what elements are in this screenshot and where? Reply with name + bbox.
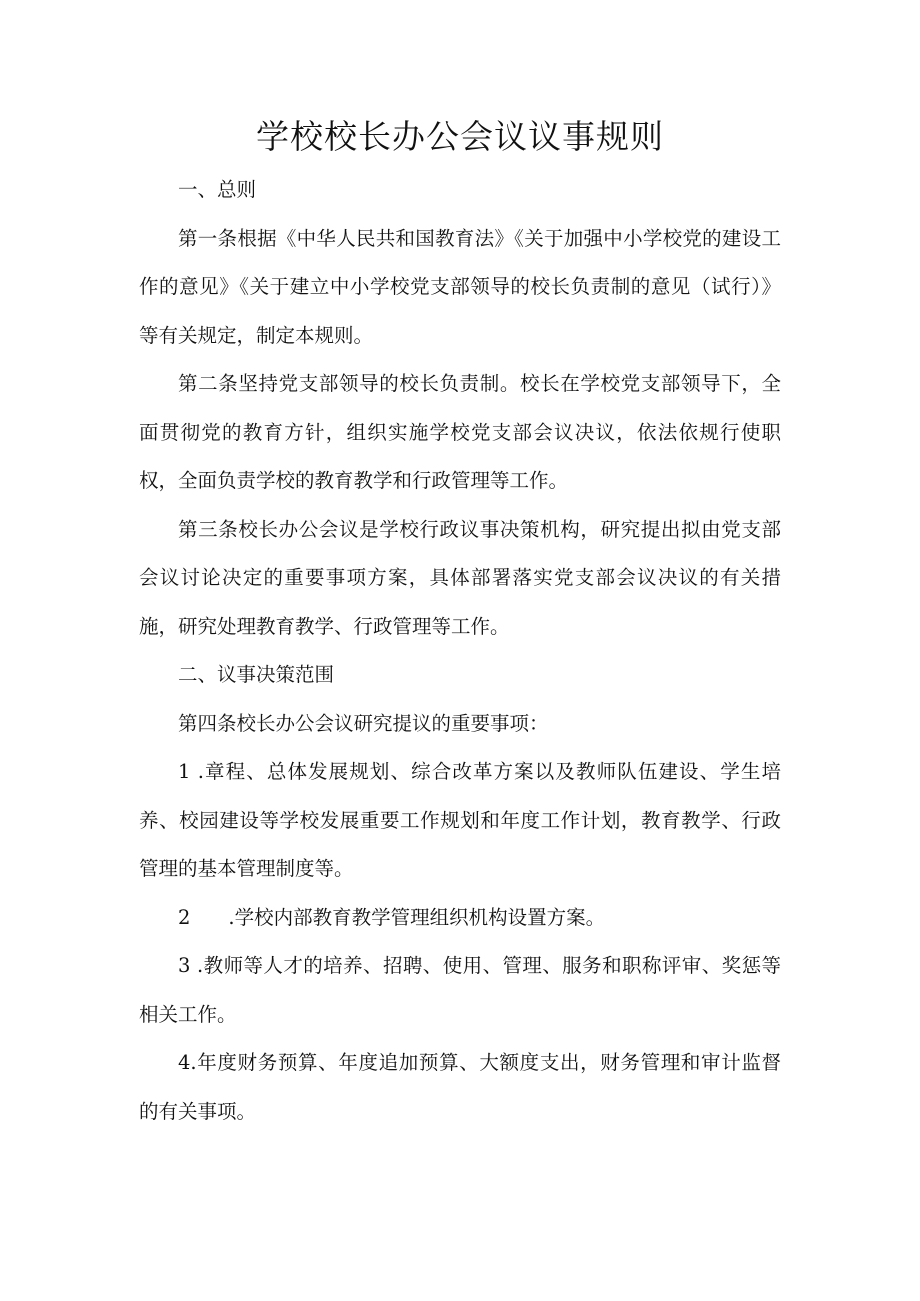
article-1-paragraph: 第一条根据《中华人民共和国教育法》《关于加强中小学校党的建设工作的意见》《关于建立中小学校党支部领导的校长负责制的意见（试行）》等有关规定，制定本规则。 (139, 226, 781, 347)
item-3-paragraph: 3 .教师等人才的培养、招聘、使用、管理、服务和职称评审、奖惩等相关工作。 (139, 954, 781, 1026)
document-title: 学校校长办公会议议事规则 (256, 117, 664, 156)
article-3-paragraph: 第三条校长办公会议是学校行政议事决策机构，研究提出拟由党支部会议讨论决定的重要事项方案，具体部署落实党支部会议决议的有关措施，研究处理教育教学、行政管理等工作。 (139, 517, 781, 638)
article-4-paragraph: 第四条校长办公会议研究提议的重要事项： (178, 711, 549, 735)
section-heading-scope: 二、议事决策范围 (178, 663, 335, 686)
article-2-paragraph: 第二条坚持党支部领导的校长负责制。校长在学校党支部领导下，全面贯彻党的教育方针，组织实施学校党支部会议决议，依法依规行使职权，全面负责学校的教育教学和行政管理等工作。 (139, 372, 781, 492)
item-2-paragraph (139, 894, 781, 943)
document-body (139, 166, 781, 1136)
section-heading-general: 一、总则 (178, 178, 257, 201)
item-2-number: 2 (178, 905, 191, 929)
item-1-paragraph: 1 .章程、总体发展规划、综合改革方案以及教师队伍建设、学生培养、校园建设等学校发展重要工作规划和年度工作计划，教育教学、行政管理的基本管理制度等。 (139, 760, 781, 880)
item-2-text: .学校内部教育教学管理组织机构设置方案。 (228, 905, 606, 929)
item-4-paragraph: 4.年度财务预算、年度追加预算、大额度支出，财务管理和审计监督的有关事项。 (139, 1051, 781, 1123)
